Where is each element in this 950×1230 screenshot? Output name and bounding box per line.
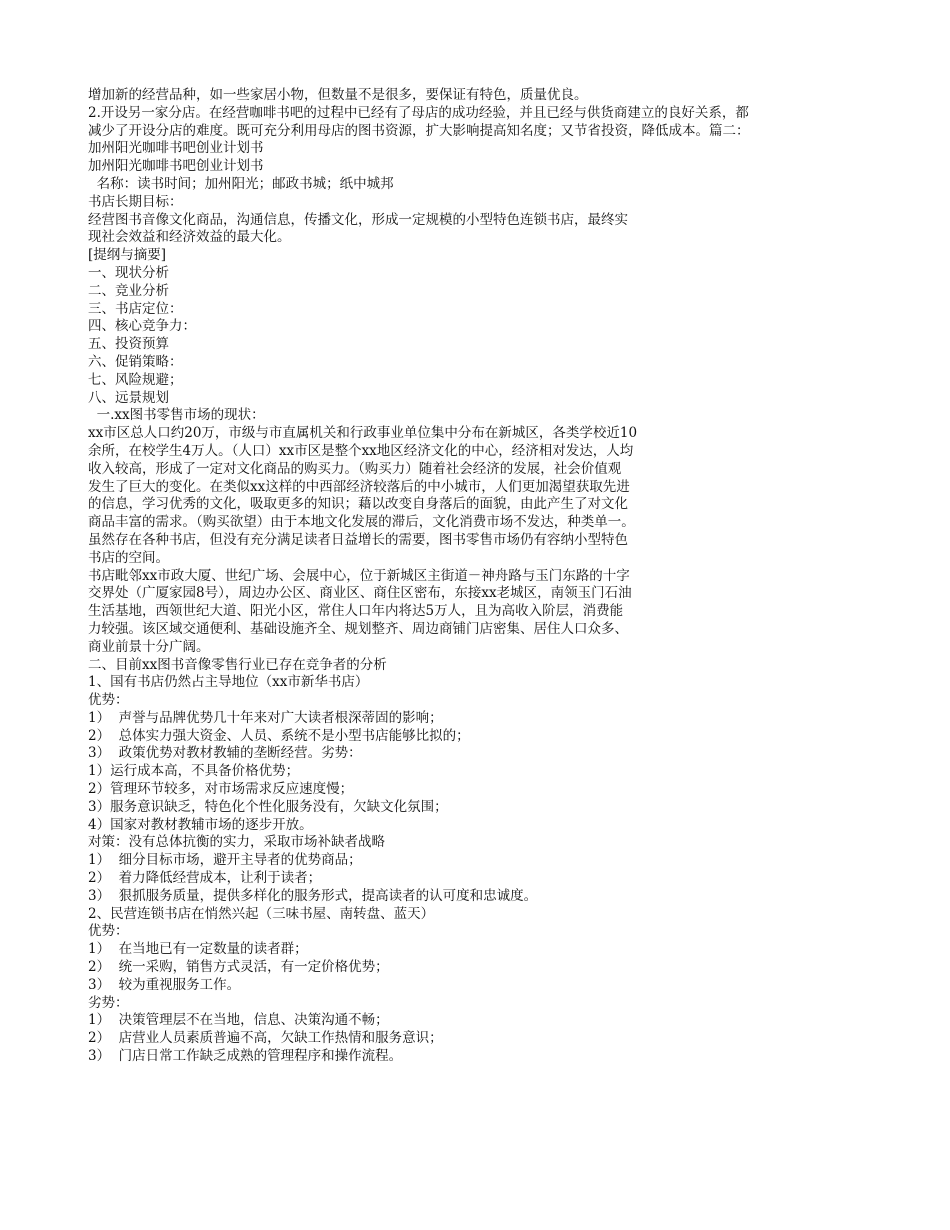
- text-line: 2） 总体实力强大资金、人员、系统不是小型书店能够比拟的；: [88, 727, 470, 744]
- text-line: xx市区总人口约20万，市级与市直属机关和行政事业单位集中分布在新城区，各类学校近10: [88, 425, 638, 442]
- text-line: 收入较高，形成了一定对文化商品的购买力。（购买力）随着社会经济的发展，社会价值观: [88, 460, 622, 477]
- text-line: 名称：读书时间；加州阳光；邮政书城；纸中城邦: [88, 175, 394, 192]
- text-line: 2） 统一采购，销售方式灵活，有一定价格优势；: [88, 959, 389, 976]
- text-line: 优势：: [88, 923, 129, 940]
- text-line: 加州阳光咖啡书吧创业计划书: [88, 140, 264, 157]
- text-line: 商业前景十分广阔。: [88, 638, 210, 655]
- text-line: 六、促销策略：: [88, 353, 183, 370]
- text-line: 交界处（广厦家园8号），周边办公区、商业区、商住区密布，东接xx老城区，南领玉门石油: [88, 585, 632, 602]
- text-line: 3） 政策优势对教材教辅的垄断经营。劣势：: [88, 745, 362, 762]
- text-line: 的信息，学习优秀的文化，吸取更多的知识；藉以改变自身落后的面貌，由此产生了对文化: [88, 496, 628, 513]
- text-line: 3） 较为重视服务工作。: [88, 976, 241, 993]
- text-line: 1）运行成本高，不具备价格优势；: [88, 763, 300, 780]
- text-line: 八、远景规划: [88, 389, 169, 406]
- text-line: 商品丰富的需求。（购买欲望）由于本地文化发展的滞后，文化消费市场不发达，种类单一。: [88, 514, 635, 531]
- text-line: 七、风险规避；: [88, 371, 183, 388]
- text-line: 四、核心竞争力：: [88, 318, 196, 335]
- text-line: 一.xx图书零售市场的现状：: [88, 407, 265, 424]
- text-line: 优势：: [88, 692, 129, 709]
- text-line: 一、现状分析: [88, 264, 169, 281]
- text-line: 生活基地，西领世纪大道、阳光小区，常住人口年内将达5万人，且为高收入阶层，消费能: [88, 603, 624, 620]
- text-line: 2.开设另一家分店。在经营咖啡书吧的过程中已经有了母店的成功经验，并且已经与供货商建立的良好关系，都: [88, 104, 749, 121]
- text-line: 1） 细分目标市场，避开主导者的优势商品；: [88, 852, 362, 869]
- text-line: 1） 在当地已有一定数量的读者群；: [88, 941, 308, 958]
- text-line: 力较强。该区域交通便利、基础设施齐全、规划整齐、周边商铺门店密集、居住人口众多、: [88, 620, 628, 637]
- text-line: 现社会效益和经济效益的最大化。: [88, 229, 291, 246]
- document-page: [88, 87, 858, 1066]
- text-line: 减少了开设分店的难度。既可充分利用母店的图书资源，扩大影响提高知名度；又节省投资，降低成本。篇二：: [88, 122, 750, 139]
- text-line: 经营图书音像文化商品，沟通信息，传播文化，形成一定规模的小型特色连锁书店，最终实: [88, 211, 628, 228]
- text-line: 劣势：: [88, 994, 129, 1011]
- text-line: 2） 着力降低经营成本，让利于读者；: [88, 870, 322, 887]
- text-line: 书店毗邻xx市政大厦、世纪广场、会展中心，位于新城区主街道－神舟路与玉门东路的十字: [88, 567, 630, 584]
- text-line: 1） 声誉与品牌优势几十年来对广大读者根深蒂固的影响；: [88, 709, 443, 726]
- text-line: 二、竞业分析: [88, 282, 169, 299]
- text-line: 虽然存在各种书店，但没有充分满足读者日益增长的需要，图书零售市场仍有容纳小型特色: [88, 531, 628, 548]
- text-line: 1、国有书店仍然占主导地位（xx市新华书店）: [88, 674, 369, 691]
- text-line: 书店长期目标：: [88, 193, 183, 210]
- text-line: 3） 门店日常工作缺乏成熟的管理程序和操作流程。: [88, 1048, 403, 1065]
- text-line: [提纲与摘要]: [88, 247, 167, 264]
- text-line: 2） 店营业人员素质普遍不高，欠缺工作热情和服务意识；: [88, 1030, 443, 1047]
- text-line: 三、书店定位：: [88, 300, 183, 317]
- text-line: 对策：没有总体抗衡的实力，采取市场补缺者战略: [88, 834, 385, 851]
- text-line: 4）国家对教材教辅市场的逐步开放。: [88, 816, 313, 833]
- text-line: 3） 狠抓服务质量，提供多样化的服务形式，提高读者的认可度和忠诚度。: [88, 887, 538, 904]
- text-line: 书店的空间。: [88, 549, 169, 566]
- text-line: 五、投资预算: [88, 336, 169, 353]
- text-line: 发生了巨大的变化。在类似xx这样的中西部经济较落后的中小城市，人们更加渴望获取先进: [88, 478, 630, 495]
- text-line: 二、目前xx图书音像零售行业已存在竞争者的分析: [88, 656, 387, 673]
- text-line: 3）服务意识缺乏，特色化个性化服务没有，欠缺文化氛围；: [88, 798, 448, 815]
- text-line: 增加新的经营品种，如一些家居小物，但数量不是很多，要保证有特色，质量优良。: [88, 87, 588, 103]
- text-line: 余所，在校学生4万人。（人口）xx市区是整个xx地区经济文化的中心，经济相对发达，人均: [88, 442, 634, 459]
- text-line: 1） 决策管理层不在当地，信息、决策沟通不畅；: [88, 1012, 389, 1029]
- text-line: 2、民营连锁书店在悄然兴起（三味书屋、南转盘、蓝天）: [88, 905, 435, 922]
- text-line: 加州阳光咖啡书吧创业计划书: [88, 158, 264, 175]
- text-line: 2）管理环节较多，对市场需求反应速度慢；: [88, 781, 354, 798]
